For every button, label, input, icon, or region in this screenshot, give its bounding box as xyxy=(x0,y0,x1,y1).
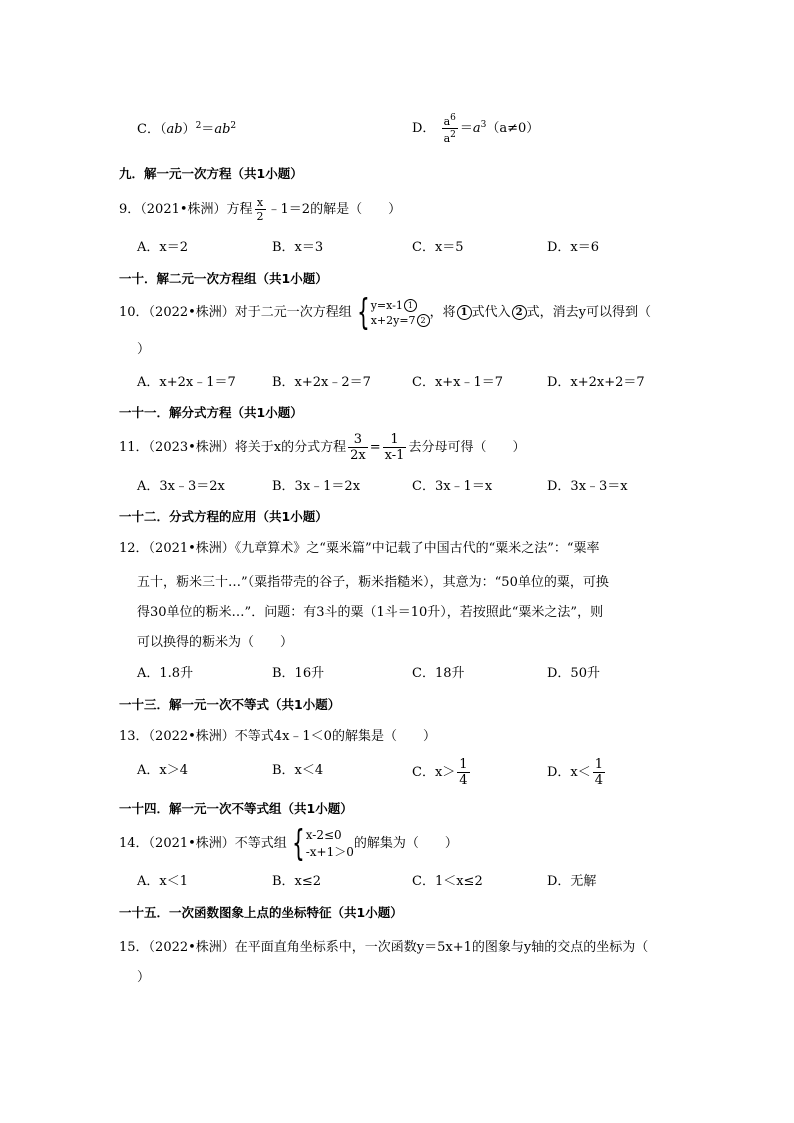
q13-option-c[interactable]: C．x＞ $\frac{1}{4}$ xyxy=(412,757,468,788)
q13-option-d[interactable]: D．x＜ $\frac{1}{4}$ xyxy=(547,757,604,788)
q11-fraction-right: $\frac{1}{x-1}$ xyxy=(384,432,405,463)
question-15-line-2: ） xyxy=(137,970,151,985)
q9-option-d[interactable]: D．x＝6 xyxy=(547,240,600,255)
q14-option-c[interactable]: C．1＜x≤2 xyxy=(412,874,483,889)
q12-option-d[interactable]: D．50升 xyxy=(547,666,600,681)
q11-option-b[interactable]: B．3x﹣1＝2x xyxy=(272,479,361,494)
question-10-stem-cont: ） xyxy=(137,342,151,357)
q11-option-c[interactable]: C．3x﹣1＝x xyxy=(412,479,493,494)
question-12-line-1: 12．（2021•株洲）《九章算术》之“粟米篇”中记载了中国古代的“粟米之法”：“粟率 xyxy=(119,541,600,556)
question-10-stem: 10．（2022•株洲）对于二元一次方程组 { y=x-1 1 x+2y=7 2 ，将 1 式代入 2 式，消去y可以得到（ xyxy=(119,291,651,333)
section-12-title: 一十二．分式方程的应用（共1小题） xyxy=(119,509,328,524)
section-15-title: 一十五．一次函数图象上点的坐标特征（共1小题） xyxy=(119,905,403,920)
section-13-title: 一十三．解一元一次不等式（共1小题） xyxy=(119,697,341,712)
q12-option-a[interactable]: A．1.8升 xyxy=(137,666,194,681)
section-10-title: 一十．解二元一次方程组（共1小题） xyxy=(119,271,328,286)
q11-fraction-left: $\frac{3}{2x}$ xyxy=(350,432,366,463)
section-9-title: 九．解一元一次方程（共1小题） xyxy=(119,166,303,181)
question-15-line-1: 15．（2022•株洲）在平面直角坐标系中，一次函数y＝5x+1的图象与y轴的交点的坐标为（ xyxy=(119,940,649,955)
q11-option-a[interactable]: A．3x﹣3＝2x xyxy=(137,479,225,494)
q13-option-a[interactable]: A．x＞4 xyxy=(137,763,188,778)
q14-inequality-system: { x-2≤0 -x+1＞0 xyxy=(291,822,354,864)
q10-option-d[interactable]: D．x+2x+2＝7 xyxy=(547,375,645,390)
q9-option-a[interactable]: A．x＝2 xyxy=(137,240,188,255)
q8-option-d[interactable]: D． $\frac{a^6}{a^2}$ $=a^3(a\ne 0)$ xyxy=(412,113,540,145)
q10-option-b[interactable]: B．x+2x﹣2＝7 xyxy=(272,375,371,390)
q12-option-c[interactable]: C．18升 xyxy=(412,666,465,681)
q11-option-d[interactable]: D．3x﹣3＝x xyxy=(547,479,628,494)
q10-equation-system: { y=x-1 1 x+2y=7 2 xyxy=(352,295,430,331)
q10-option-c[interactable]: C．x+x﹣1＝7 xyxy=(412,375,504,390)
q13-option-b[interactable]: B．x＜4 xyxy=(272,763,324,778)
q8-d-fraction: $\frac{a^6}{a^2}$ xyxy=(443,113,456,145)
q14-option-a[interactable]: A．x＜1 xyxy=(137,874,188,889)
section-11-title: 一十一．解分式方程（共1小题） xyxy=(119,405,303,420)
q14-option-d[interactable]: D．无解 xyxy=(547,874,597,889)
q8-option-c[interactable]: C．$(ab)^2=ab^2$ xyxy=(137,121,237,137)
question-11-stem: 11．（2023•株洲）将关于x的分式方程 $\frac{3}{2x}$ = $\frac{1}{x-1}$ 去分母可得（ ） xyxy=(119,432,526,463)
q9-fraction: $\frac{x}{2}$ xyxy=(256,196,264,223)
q13-c-fraction: $\frac{1}{4}$ xyxy=(459,757,468,788)
question-13-stem: 13．（2022•株洲）不等式4x﹣1＜0的解集是（ ） xyxy=(119,729,436,744)
q13-d-fraction: $\frac{1}{4}$ xyxy=(594,757,604,788)
question-9-stem: 9．（2021•株洲）方程 $\frac{x}{2}$ ﹣1＝2的解是（ ） xyxy=(119,196,402,223)
question-14-stem: 14．（2021•株洲）不等式组 { x-2≤0 -x+1＞0 的解集为（ ） xyxy=(119,822,458,864)
section-14-title: 一十四．解一元一次不等式组（共1小题） xyxy=(119,801,353,816)
q12-option-b[interactable]: B．16升 xyxy=(272,666,325,681)
q9-option-c[interactable]: C．x＝5 xyxy=(412,240,464,255)
q9-option-b[interactable]: B．x＝3 xyxy=(272,240,324,255)
question-12-line-4: 可以换得的粝米为（ ） xyxy=(137,635,294,650)
question-12-line-2: 五十，粝米三十…”（粟指带壳的谷子，粝米指糙米），其意为：“50单位的粟，可换 xyxy=(137,575,609,590)
question-12-line-3: 得30单位的粝米…”．问题：有3斗的粟（1斗＝10升），若按照此“粟米之法”，则 xyxy=(137,605,604,620)
q14-option-b[interactable]: B．x≤2 xyxy=(272,874,322,889)
q10-option-a[interactable]: A．x+2x﹣1＝7 xyxy=(137,375,236,390)
